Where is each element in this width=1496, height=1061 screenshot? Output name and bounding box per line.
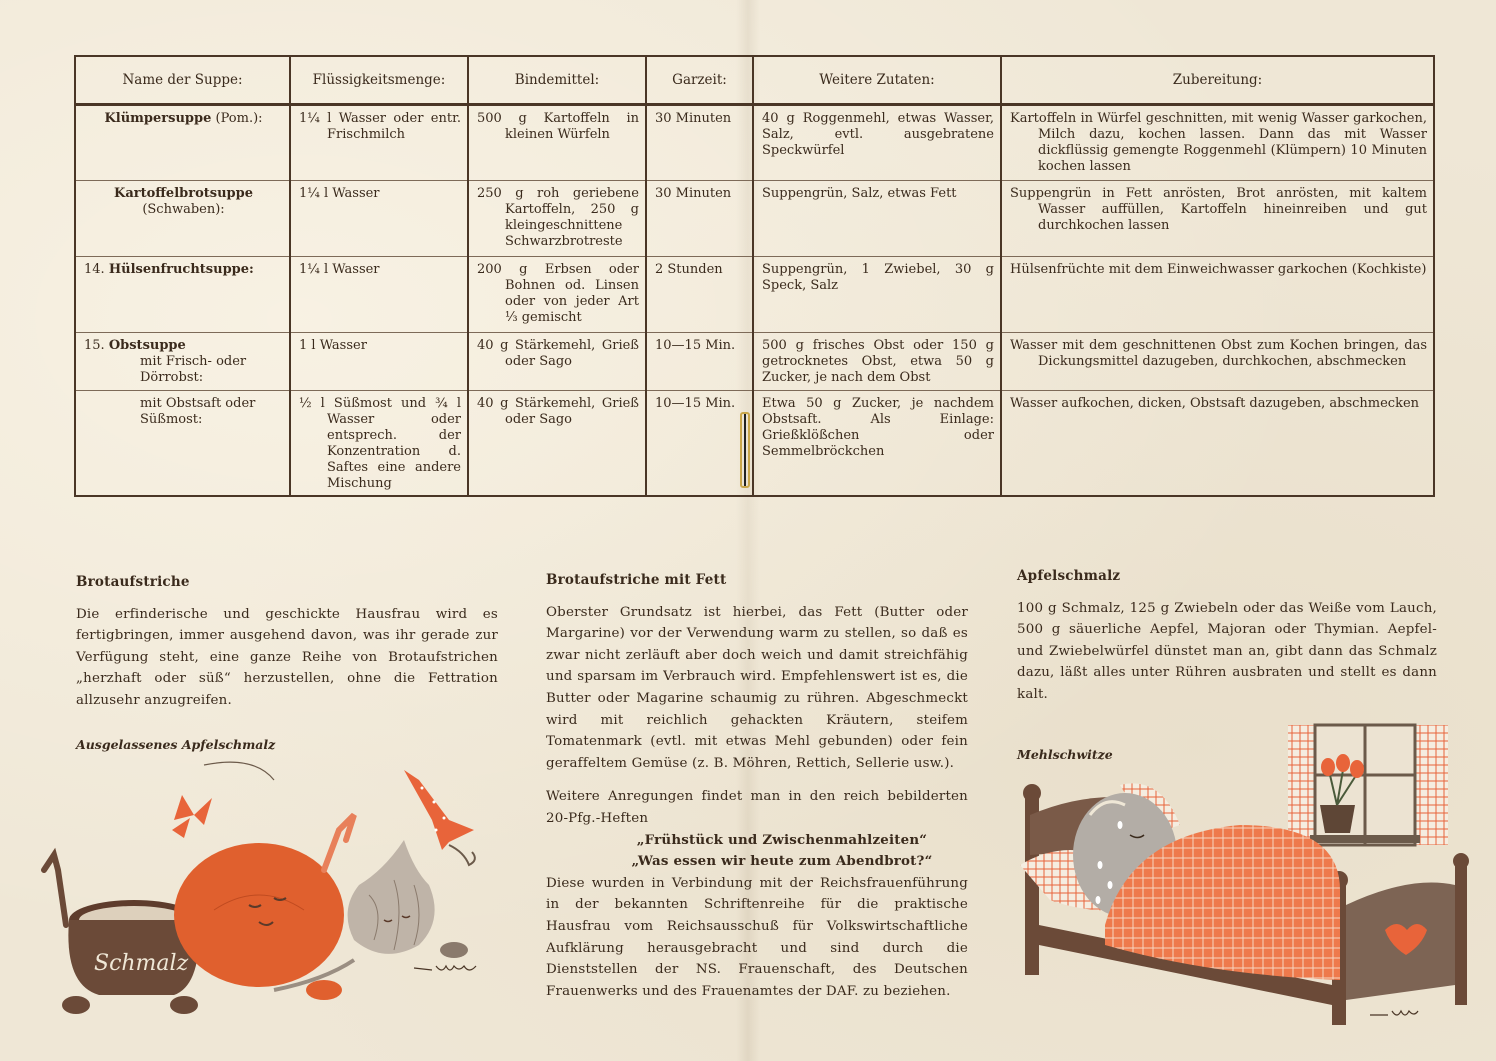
- middle-heading: Brotaufstriche mit Fett: [546, 572, 727, 588]
- table-row: [76, 391, 1433, 497]
- soup-name-sub: mit Obstsaft oder Süßmost:: [140, 396, 256, 427]
- binder-text: 500 g Kartoffeln in kleinen Würfeln: [477, 111, 639, 142]
- binder-cell: [468, 333, 646, 391]
- header-name: Name der Suppe:: [76, 57, 290, 105]
- liquid-text: 1¼ l Wasser: [299, 186, 380, 201]
- soup-name-cell: [76, 333, 290, 391]
- soup-name: Hülsenfruchtsuppe:: [108, 262, 254, 277]
- extras-cell: [753, 333, 1001, 391]
- left-caption: Ausgelassenes Apfelschmalz: [76, 737, 276, 752]
- table-row: [76, 105, 1433, 181]
- liquid-text: 1¼ l Wasser oder entr. Frischmilch: [299, 111, 461, 142]
- liquid-text: 1¼ l Wasser: [299, 262, 380, 277]
- extras-text: 40 g Roggenmehl, etwas Wasser, Salz, evtl. ausgebratene Speckwürfel: [762, 111, 994, 158]
- binder-text: 250 g roh geriebene Kartoffeln, 250 g kleingeschnittene Schwarzbrotreste: [477, 186, 639, 249]
- soup-name: Kartoffelbrotsuppe: [114, 186, 253, 201]
- liquid-cell: [290, 257, 468, 333]
- header-liquid: Flüssigkeitsmenge:: [290, 57, 468, 105]
- soup-number: 14.: [84, 262, 105, 277]
- time-cell: 10—15 Min.: [646, 391, 753, 497]
- bed-illustration: [1010, 715, 1470, 1025]
- liquid-text: ½ l Süßmost und ¾ l Wasser oder entsprech. der Konzentration d. Saftes eine andere Mischung: [299, 396, 461, 491]
- butterfly-icon: [172, 795, 212, 838]
- soup-name: Klümpersuppe: [104, 111, 212, 126]
- extras-text: Suppengrün, Salz, etwas Fett: [762, 186, 957, 201]
- window: [1288, 725, 1448, 845]
- prep-text: Wasser aufkochen, dicken, Obstsaft dazugeben, abschmecken: [1010, 396, 1420, 411]
- extras-cell: [753, 105, 1001, 181]
- header-time: Garzeit:: [646, 57, 753, 105]
- prep-text: Hülsenfrüchte mit dem Einweichwasser garkochen (Kochkiste): [1010, 262, 1427, 277]
- left-heading: Brotaufstriche: [76, 574, 190, 590]
- time-cell: 30 Minuten: [646, 181, 753, 257]
- header-extras: Weitere Zutaten:: [753, 57, 1001, 105]
- extras-text: 500 g frisches Obst oder 150 g getrocknetes Obst, etwa 50 g Zucker, je nach dem Obst: [762, 338, 994, 385]
- table-row: [76, 257, 1433, 333]
- prep-cell: [1001, 333, 1433, 391]
- pot-label: Schmalz: [94, 951, 189, 976]
- soup-number: 15.: [84, 338, 105, 353]
- binder-cell: [468, 181, 646, 257]
- apple-onion-illustration: [24, 760, 524, 1020]
- right-text: 100 g Schmalz, 125 g Zwiebeln oder das Weiße vom Lauch, 500 g säuerliche Aepfel, Majoran oder Thymian. Aepfel- und Zwiebelwürfel dünstet man an, gibt dann das Schmalz dazu, läßt alles unter Rühren ausbraten und stellt es dann kalt.: [1017, 600, 1437, 702]
- booklet-title-1: „Frühstück und Zwischenmahlzeiten“: [636, 831, 928, 848]
- table-row: [76, 333, 1433, 391]
- time-cell: 10—15 Min.: [646, 333, 753, 391]
- prep-cell: [1001, 257, 1433, 333]
- prep-cell: [1001, 105, 1433, 181]
- soup-table: [76, 57, 1433, 496]
- schmalz-pot: [44, 855, 199, 1014]
- soup-name-sub: (Schwaben):: [142, 202, 225, 217]
- artist-signature: [414, 966, 476, 970]
- binder-cell: [468, 257, 646, 333]
- time-cell: 30 Minuten: [646, 105, 753, 181]
- right-caption: Mehlschwitze: [1017, 747, 1113, 762]
- soup-name: Obstsuppe: [108, 338, 186, 353]
- prep-cell: [1001, 181, 1433, 257]
- binder-text: 40 g Stärkemehl, Grieß oder Sago: [477, 396, 639, 427]
- prep-text: Kartoffeln in Würfel geschnitten, mit wenig Wasser garkochen, Milch dazu, kochen lassen. Dann das mit Wasser dickflüssig gemengte Roggenmehl (Klümpern) 10 Minuten kochen lassen: [1010, 111, 1427, 174]
- extras-cell: [753, 257, 1001, 333]
- middle-paragraph-1: Oberster Grundsatz ist hierbei, das Fett (Butter oder Margarine) vor der Verwendung warm zu stellen, so daß es zwar nicht zerläuft aber doch weich und damit streichfähig und sparsam im Verbrauch wird. Empfehlenswert ist es, die Butter oder Magarine schaumig zu rühren. Abgeschmeckt wird mit reichlich gehackten Kräutern, steifem Tomatenmark (evtl. mit etwas Mehl gebunden) oder fein geraffeltem Gemüse (z. B. Möhren, Rettich, Sellerie usw.).: [546, 604, 968, 771]
- onion-flag-icon: [404, 770, 475, 865]
- time-cell: 2 Stunden: [646, 257, 753, 333]
- left-text: Die erfinderische und geschickte Hausfrau wird es fertigbringen, immer ausgehend davon, was ihr gerade zur Verfügung steht, eine ganze Reihe von Brotaufstrichen „herzhaft oder süß“ herzustellen, ohne die Fettration allzusehr anzugreifen.: [76, 606, 498, 708]
- liquid-cell: [290, 391, 468, 497]
- middle-column: [546, 570, 968, 1002]
- binder-cell: [468, 105, 646, 181]
- motion-line: [204, 762, 274, 780]
- prep-cell: [1001, 391, 1433, 497]
- binder-text: 200 g Erbsen oder Bohnen od. Linsen oder von jeder Art ⅓ gemischt: [477, 262, 639, 325]
- middle-paragraph-2: Weitere Anregungen findet man in den reich bebilderten 20-Pfg.-Heften: [546, 789, 968, 826]
- extras-cell: [753, 181, 1001, 257]
- extras-text: Suppengrün, 1 Zwiebel, 30 g Speck, Salz: [762, 262, 994, 293]
- prep-text: Wasser mit dem geschnittenen Obst zum Kochen bringen, das Dickungsmittel dazugeben, durchkochen, abschmecken: [1010, 338, 1427, 369]
- booklet-title-2: „Was essen wir heute zum Abendbrot?“: [631, 853, 933, 870]
- table-row: [76, 181, 1433, 257]
- soup-name-cell: [76, 257, 290, 333]
- liquid-cell: [290, 333, 468, 391]
- right-heading: Apfelschmalz: [1017, 568, 1121, 584]
- soup-name-suffix: (Pom.):: [215, 111, 263, 126]
- binder-text: 40 g Stärkemehl, Grieß oder Sago: [477, 338, 639, 369]
- right-column: [1017, 566, 1437, 706]
- left-column: [76, 572, 498, 712]
- binder-cell: [468, 391, 646, 497]
- soup-name-cell: [76, 105, 290, 181]
- header-binder: Bindemittel:: [468, 57, 646, 105]
- soup-name-sub: mit Frisch- oder Dörrobst:: [140, 354, 247, 385]
- extras-cell: [753, 391, 1001, 497]
- staple: [740, 412, 750, 488]
- middle-paragraph-3: Diese wurden in Verbindung mit der Reichsfrauenführung in der bekannten Schriftenreihe für die praktische Hausfrau vom Reichsausschuß für Volkswirtschaftliche Aufklärung herausgebracht und sind durch die Dienststellen der NS. Frauenschaft, des Deutschen Frauenwerks und des Frauenamtes der DAF. zu beziehen.: [546, 875, 968, 999]
- extras-text: Etwa 50 g Zucker, je nachdem Obstsaft. Als Einlage: Grießklößchen oder Semmelbröckchen: [762, 396, 994, 459]
- soup-table-frame: [74, 55, 1435, 497]
- liquid-text: 1 l Wasser: [299, 338, 367, 353]
- soup-name-cell: [76, 181, 290, 257]
- liquid-cell: [290, 105, 468, 181]
- table-header-row: [76, 57, 1433, 105]
- prep-text: Suppengrün in Fett anrösten, Brot anrösten, mit kaltem Wasser auffüllen, Kartoffeln hineinreiben und gut durchkochen lassen: [1010, 186, 1427, 233]
- soup-name-cell: [76, 391, 290, 497]
- artist-signature: [1370, 1011, 1418, 1015]
- liquid-cell: [290, 181, 468, 257]
- header-prep: Zubereitung:: [1001, 57, 1433, 105]
